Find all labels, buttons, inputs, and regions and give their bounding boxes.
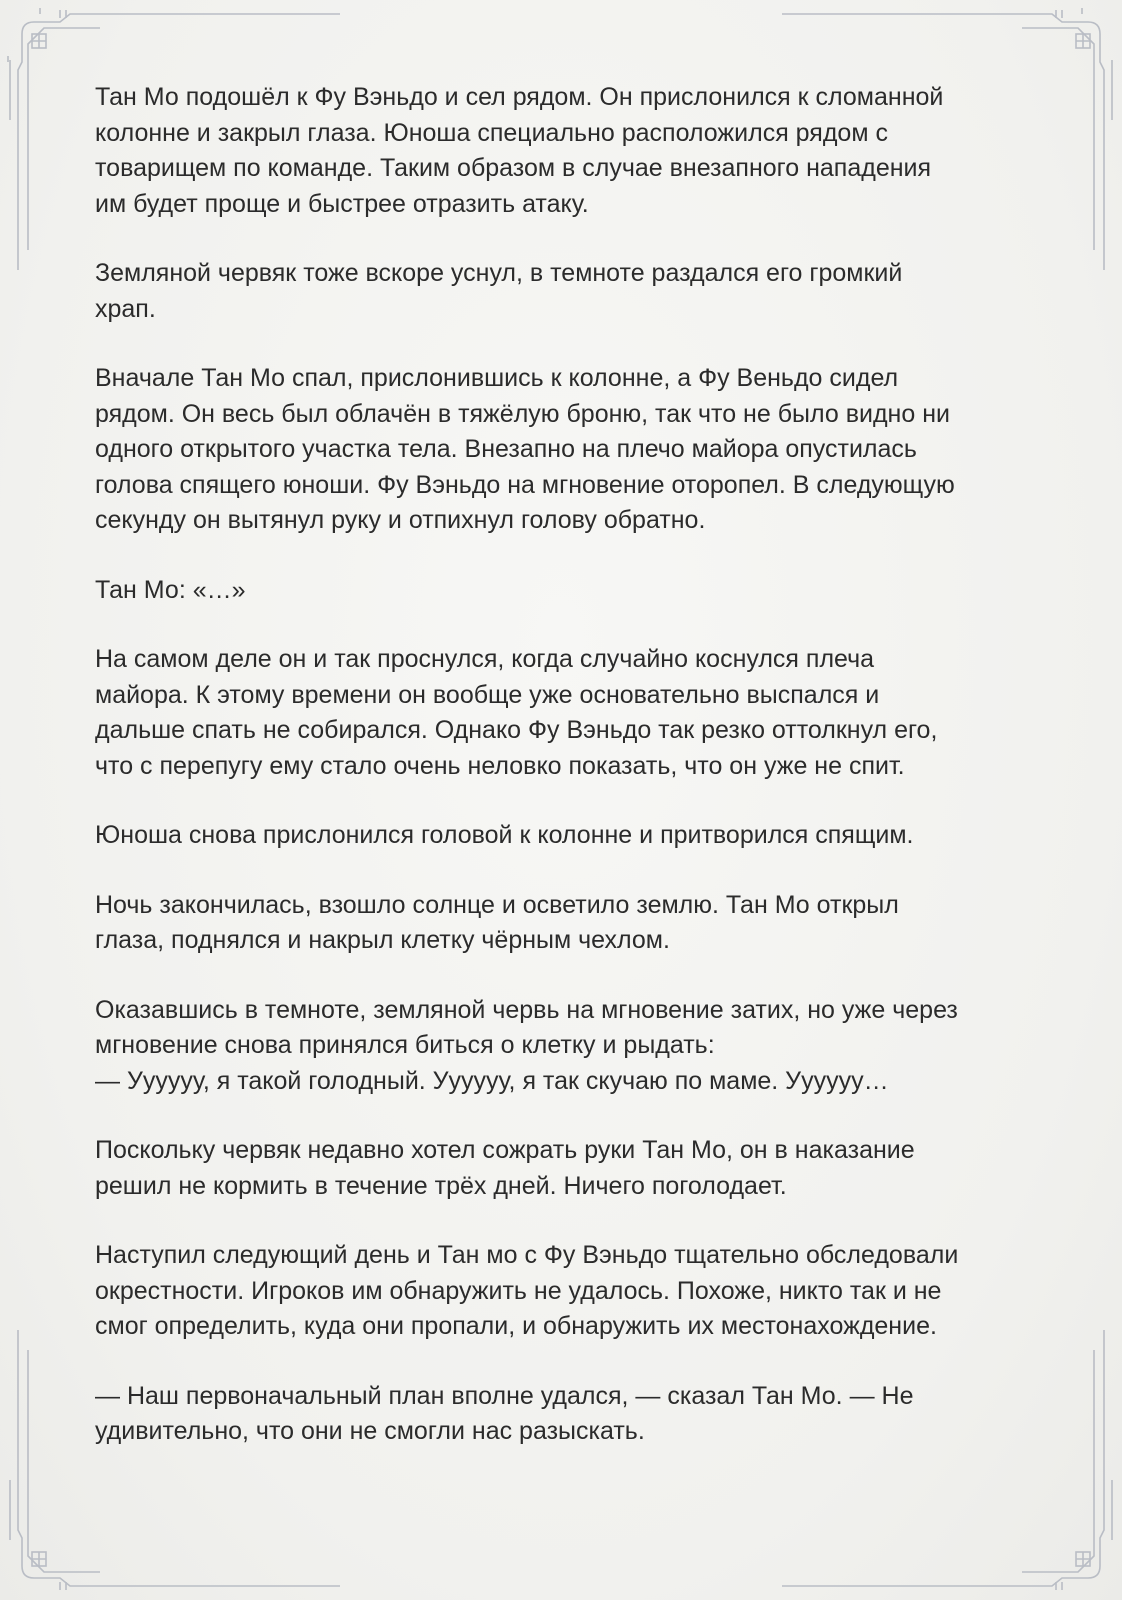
text-line: одного открытого участка тела. Внезапно на плечо майора опустилась (95, 435, 917, 463)
text-line: удивительно, что они не смогли нас разыскать. (95, 1417, 645, 1445)
paragraph-5 (95, 642, 1040, 784)
text-line: окрестности. Игроков им обнаружить не удалось. Похоже, никто так и не (95, 1276, 942, 1305)
text-line: Вначале Тан Мо спал, прислонившись к колонне, а Фу Веньдо сидел (95, 364, 899, 392)
text-line: голова спящего юноши. Фу Вэньдо на мгновение оторопел. В следующую (95, 470, 955, 499)
paragraph-4 (95, 573, 1040, 609)
text-line: Оказавшись в темноте, земляной червь на мгновение затих, но уже через (95, 995, 958, 1024)
document-body (95, 80, 1040, 1484)
text-line: дальше спать не собирался. Однако Фу Вэньдо так резко оттолкнул его, (95, 716, 938, 744)
text-line: глаза, поднялся и накрыл клетку чёрным чехлом. (95, 926, 670, 954)
paragraph-6 (95, 818, 1040, 854)
text-line: Наступил следующий день и Тан мо с Фу Вэньдо тщательно обследовали (95, 1241, 959, 1269)
text-line: им будет проще и быстрее отразить атаку. (95, 189, 589, 218)
text-line: Тан Мо подошёл к Фу Вэньдо и сел рядом. Он прислонился к сломанной (95, 83, 944, 111)
text-line: колонне и закрыл глаза. Юноша специально расположился рядом с (95, 118, 888, 147)
text-line: храп. (95, 294, 156, 323)
text-line: что с перепугу ему стало очень неловко показать, что он уже не спит. (95, 751, 905, 780)
paragraph-11 (95, 1379, 1040, 1450)
text-line: Ночь закончилась, взошло солнце и осветило землю. Тан Мо открыл (95, 890, 899, 919)
paragraph-7 (95, 888, 1040, 959)
paragraph-8 (95, 993, 1040, 1100)
text-line: — Уууууу, я такой голодный. Уууууу, я так скучаю по маме. Уууууу… (95, 1066, 889, 1095)
text-line: товарищем по команде. Таким образом в случае внезапного нападения (95, 154, 932, 182)
text-line: Поскольку червяк недавно хотел сожрать руки Тан Мо, он в наказание (95, 1136, 915, 1164)
text-line: смог определить, куда они пропали, и обнаружить их местонахождение. (95, 1312, 937, 1340)
text-line: Тан Мо: «…» (95, 575, 246, 604)
text-line: мгновение снова принялся биться о клетку и рыдать: (95, 1031, 715, 1059)
paragraph-10 (95, 1238, 1040, 1345)
text-line: майора. К этому времени он вообще уже основательно выспался и (95, 680, 880, 709)
paragraph-1 (95, 80, 1040, 222)
text-line: Земляной червяк тоже вскоре уснул, в темноте раздался его громкий (95, 259, 903, 287)
paragraph-2 (95, 256, 1040, 327)
text-line: — Наш первоначальный план вполне удался, — сказал Тан Мо. — Не (95, 1381, 914, 1410)
text-line: На самом деле он и так проснулся, когда случайно коснулся плеча (95, 645, 875, 673)
text-line: рядом. Он весь был облачён в тяжёлую броню, так что не было видно ни (95, 399, 950, 428)
text-line: решил не кормить в течение трёх дней. Ничего поголодает. (95, 1171, 787, 1200)
paragraph-3 (95, 361, 1040, 539)
paragraph-9 (95, 1133, 1040, 1204)
text-line: секунду он вытянул руку и отпихнул голову обратно. (95, 506, 706, 534)
text-line: Юноша снова прислонился головой к колонне и притворился спящим. (95, 821, 914, 849)
